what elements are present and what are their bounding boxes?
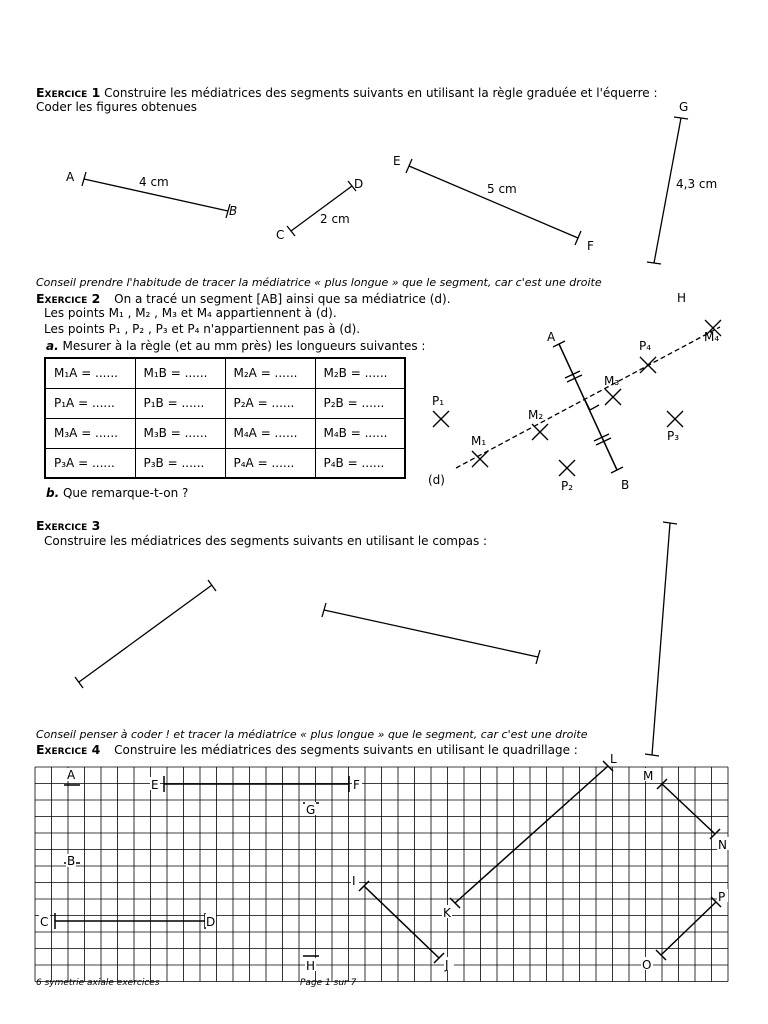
grid-segment-mn xyxy=(657,779,720,839)
grid-label-g: G xyxy=(306,803,316,817)
exercise-3-title: Exercice 3 xyxy=(36,518,101,533)
point-m1 xyxy=(472,451,488,467)
point-p4 xyxy=(640,357,656,373)
compass-segment-1 xyxy=(75,580,216,688)
point-m2 xyxy=(532,424,548,440)
label-b: B xyxy=(229,204,238,218)
question-a-text: Mesurer à la règle (et au mm près) les longueurs suivantes : xyxy=(62,339,426,353)
table-cell: M₁B = ...... xyxy=(135,358,225,388)
grid-label-i: I xyxy=(352,874,356,888)
fig-label-b: B xyxy=(621,478,630,492)
grid-label-k: K xyxy=(443,906,451,920)
exercise-1-instruction: Construire les médiatrices des segments suivants en utilisant la règle graduée et l'équerre : xyxy=(104,86,658,100)
advice-1: Conseil prendre l'habitude de tracer la médiatrice « plus longue » que le segment, car c'est une droite xyxy=(36,276,602,289)
table-cell: P₁A = ...... xyxy=(45,388,135,418)
grid-label-j: J xyxy=(445,958,449,972)
label-c: C xyxy=(276,228,285,242)
compass-segment-3 xyxy=(645,522,677,756)
question-a-label: a. xyxy=(46,339,59,353)
table-cell: P₂B = ...... xyxy=(315,388,405,418)
grid-label-a: A xyxy=(67,768,76,782)
segment-ef xyxy=(406,159,581,245)
exercise-1-instruction-2: Coder les figures obtenues xyxy=(36,100,198,114)
grid-segment-ab xyxy=(64,785,80,863)
exercise-4-instruction: Construire les médiatrices des segments suivants en utilisant le quadrillage : xyxy=(114,743,578,757)
length-gh: 4,3 cm xyxy=(676,177,718,191)
table-cell: M₄B = ...... xyxy=(315,418,405,448)
table-cell: M₃B = ...... xyxy=(135,418,225,448)
square-grid xyxy=(35,767,728,982)
table-cell: P₁B = ...... xyxy=(135,388,225,418)
label-f: F xyxy=(587,239,594,253)
grid-label-d: D xyxy=(206,915,216,929)
question-b-label: b. xyxy=(46,486,60,500)
table-cell: M₂B = ...... xyxy=(315,358,405,388)
table-cell: M₄A = ...... xyxy=(225,418,315,448)
table-cell: P₃B = ...... xyxy=(135,448,225,478)
exercise-4-title: Exercice 4 xyxy=(36,742,101,757)
grid-label-o: O xyxy=(642,958,652,972)
fig-label-p2: P₂ xyxy=(561,479,574,493)
exercise-1-title: Exercice 1 xyxy=(36,85,101,100)
exercise-2-intro: On a tracé un segment [AB] ainsi que sa médiatrice (d). xyxy=(114,292,451,306)
fig-label-m4: M₄ xyxy=(704,330,720,344)
fig-label-m1: M₁ xyxy=(471,434,487,448)
length-ab: 4 cm xyxy=(139,175,169,189)
compass-segment-2 xyxy=(322,603,540,664)
perpendicular-bisector-d xyxy=(456,327,720,468)
length-cd: 2 cm xyxy=(320,212,350,226)
label-h: H xyxy=(677,291,687,305)
table-cell: M₁A = ...... xyxy=(45,358,135,388)
label-e: E xyxy=(393,154,401,168)
table-cell: P₃A = ...... xyxy=(45,448,135,478)
exercise-2-title: Exercice 2 xyxy=(36,291,101,306)
grid-segment-gh xyxy=(303,803,319,956)
grid-label-e: E xyxy=(151,778,159,792)
grid-segment-ef xyxy=(164,776,349,792)
fig-label-p3: P₃ xyxy=(667,429,680,443)
label-a: A xyxy=(66,170,75,184)
exercise-2-p-points: Les points P₁ , P₂ , P₃ et P₄ n'appartiennent pas à (d). xyxy=(44,322,361,336)
exercise-3-instruction: Construire les médiatrices des segments suivants en utilisant le compas : xyxy=(44,534,488,548)
right-angle-mark xyxy=(585,400,599,410)
table-cell: M₃A = ...... xyxy=(45,418,135,448)
grid-label-l: L xyxy=(610,752,617,766)
length-ef: 5 cm xyxy=(487,182,517,196)
table-cell: M₂A = ...... xyxy=(225,358,315,388)
fig-label-d: (d) xyxy=(428,473,445,487)
footer-page: Page 1 sur 7 xyxy=(300,978,357,988)
label-g: G xyxy=(679,100,689,114)
fig-label-a: A xyxy=(547,330,556,344)
point-m3 xyxy=(605,389,621,405)
point-p1 xyxy=(433,411,449,427)
grid-label-b: B xyxy=(67,854,76,868)
point-p2 xyxy=(559,460,575,476)
table-cell: P₄B = ...... xyxy=(315,448,405,478)
grid-labels xyxy=(39,751,729,973)
grid-label-c: C xyxy=(40,915,49,929)
table-cell: P₄A = ...... xyxy=(225,448,315,478)
grid-label-m: M xyxy=(643,769,654,783)
grid-label-f: F xyxy=(353,778,360,792)
point-p3 xyxy=(667,411,683,427)
fig-label-m2: M₂ xyxy=(528,408,544,422)
segment-cd xyxy=(287,181,356,236)
table-cell: P₂A = ...... xyxy=(225,388,315,418)
grid-segment-kl xyxy=(450,761,613,908)
grid-label-h: H xyxy=(306,959,316,973)
fig-label-p1: P₁ xyxy=(432,394,445,408)
fig-label-p4: P₄ xyxy=(639,339,652,353)
grid-label-n: N xyxy=(718,838,727,852)
exercise-2-m-points: Les points M₁ , M₂ , M₃ et M₄ appartiennent à (d). xyxy=(44,306,337,320)
fig-label-m3: M₃ xyxy=(604,374,620,388)
label-d: D xyxy=(354,177,364,191)
question-b-text: Que remarque-t-on ? xyxy=(62,486,189,500)
grid-label-p: P xyxy=(718,890,726,904)
footer-left: 6 symetrie axiale exercices xyxy=(36,978,160,988)
advice-2: Conseil penser à coder ! et tracer la médiatrice « plus longue » que le segment, car c'est une droite xyxy=(36,728,588,741)
